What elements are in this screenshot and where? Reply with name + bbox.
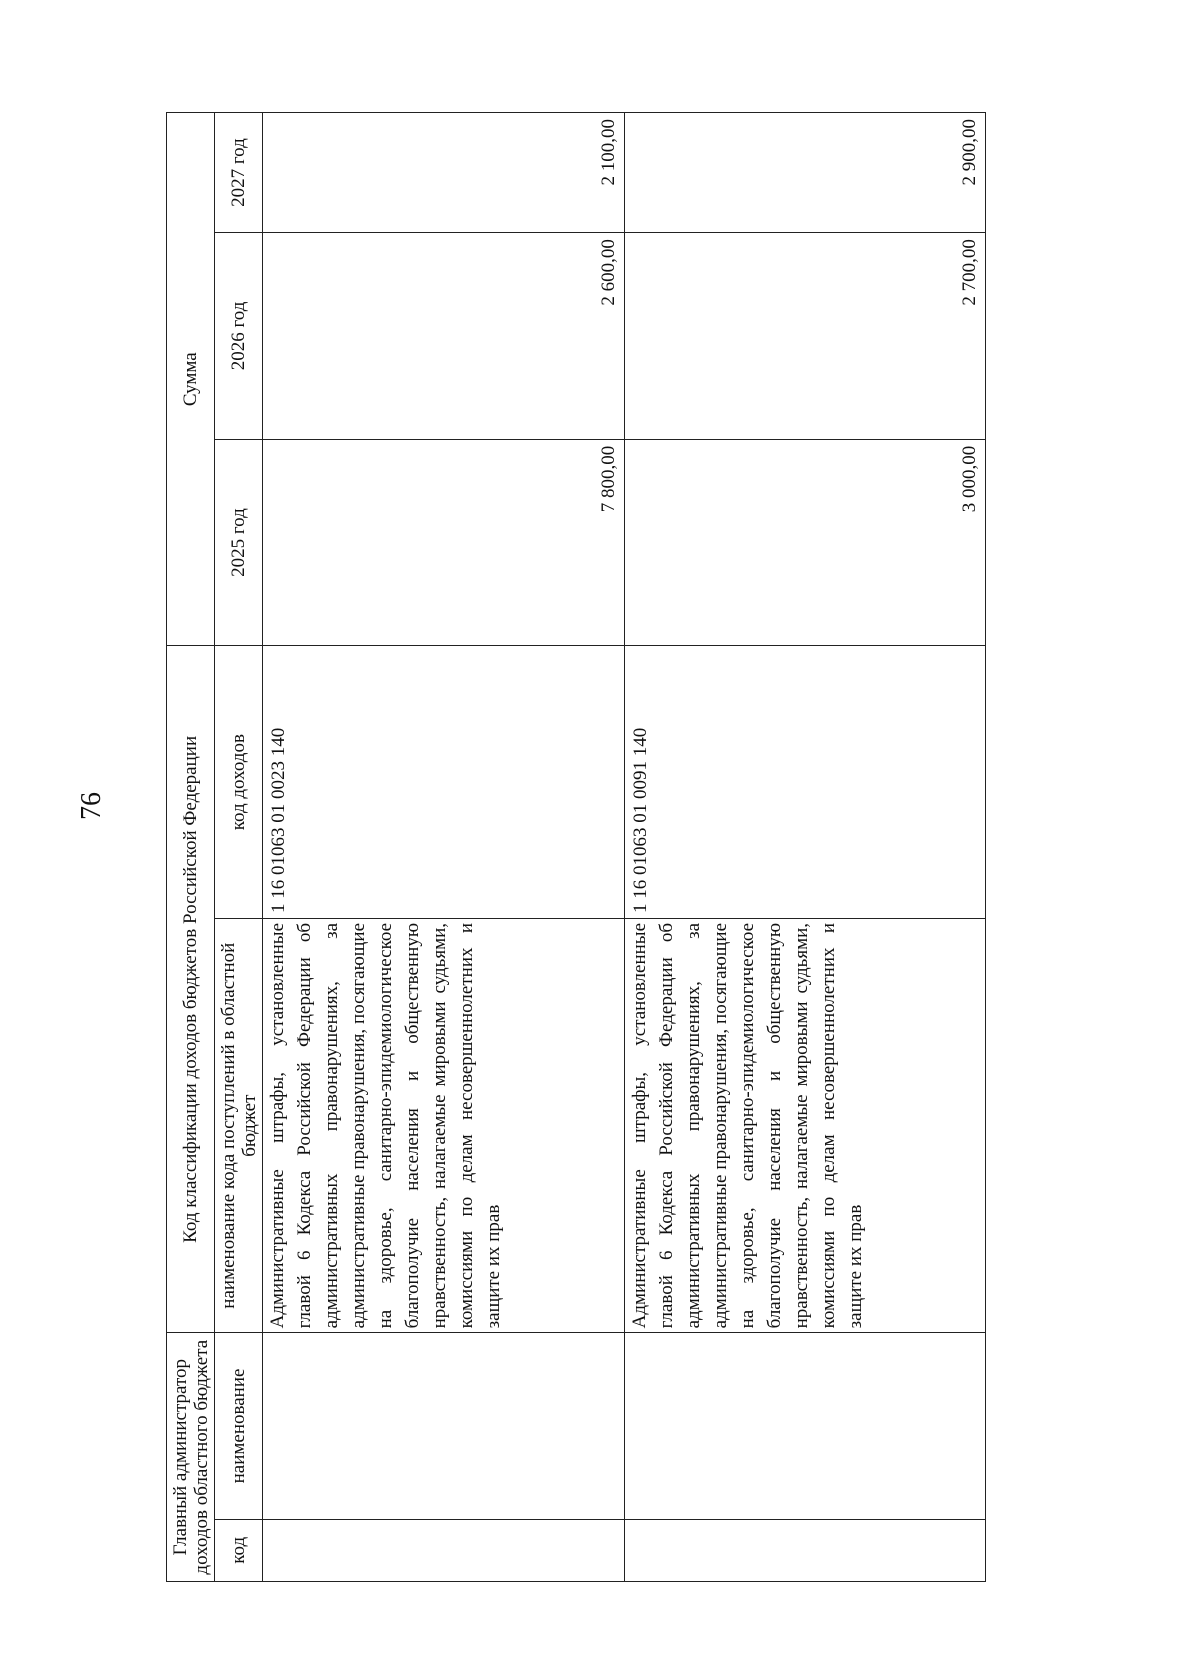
header-year-2027: 2027 год — [215, 113, 263, 233]
row-admin-name — [263, 1333, 625, 1519]
row-admin-name — [624, 1333, 986, 1519]
row-code — [263, 1519, 625, 1581]
table-row — [263, 113, 625, 1582]
row-amount-2026: 2 600,00 — [263, 233, 625, 440]
header-code: код — [215, 1519, 263, 1581]
rotated-table-wrapper — [166, 112, 986, 1582]
row-code — [624, 1519, 986, 1581]
header-name: наименование — [215, 1333, 263, 1519]
header-sum-group: Сумма — [167, 113, 215, 646]
page-number: 76 — [76, 792, 107, 820]
header-income-code: код доходов — [215, 646, 263, 919]
row-amount-2026: 2 700,00 — [624, 233, 986, 440]
row-amount-2025: 3 000,00 — [624, 439, 986, 646]
table-row — [624, 113, 986, 1582]
row-amount-2027: 2 100,00 — [263, 113, 625, 233]
row-amount-2025: 7 800,00 — [263, 439, 625, 646]
row-income-name: Административные штрафы, установленные главой 6 Кодекса Российской Федерации об административных правонарушениях, за административные правонарушения, посягающие на здоровье, санитарно-эпидемиологическое благополучие населения и общественную нравственность, налагаемые мировыми судьями, комиссиями по делам несовершеннолетних и защите их прав — [624, 918, 986, 1332]
row-amount-2027: 2 900,00 — [624, 113, 986, 233]
row-income-code: 1 16 01063 01 0023 140 — [263, 646, 625, 919]
header-year-2026: 2026 год — [215, 233, 263, 440]
row-income-code: 1 16 01063 01 0091 140 — [624, 646, 986, 919]
budget-income-table — [166, 112, 986, 1582]
header-admin-group: Главный администратор доходов областного бюджета — [167, 1333, 215, 1582]
header-classification-group: Код классификации доходов бюджетов Российской Федерации — [167, 646, 215, 1333]
row-income-name: Административные штрафы, установленные главой 6 Кодекса Российской Федерации об административных правонарушениях, за административные правонарушения, посягающие на здоровье, санитарно-эпидемиологическое благополучие населения и общественную нравственность, налагаемые мировыми судьями, комиссиями по делам несовершеннолетних и защите их прав — [263, 918, 625, 1332]
header-year-2025: 2025 год — [215, 439, 263, 646]
header-income-name: наименование кода поступлений в областной бюджет — [215, 918, 263, 1332]
